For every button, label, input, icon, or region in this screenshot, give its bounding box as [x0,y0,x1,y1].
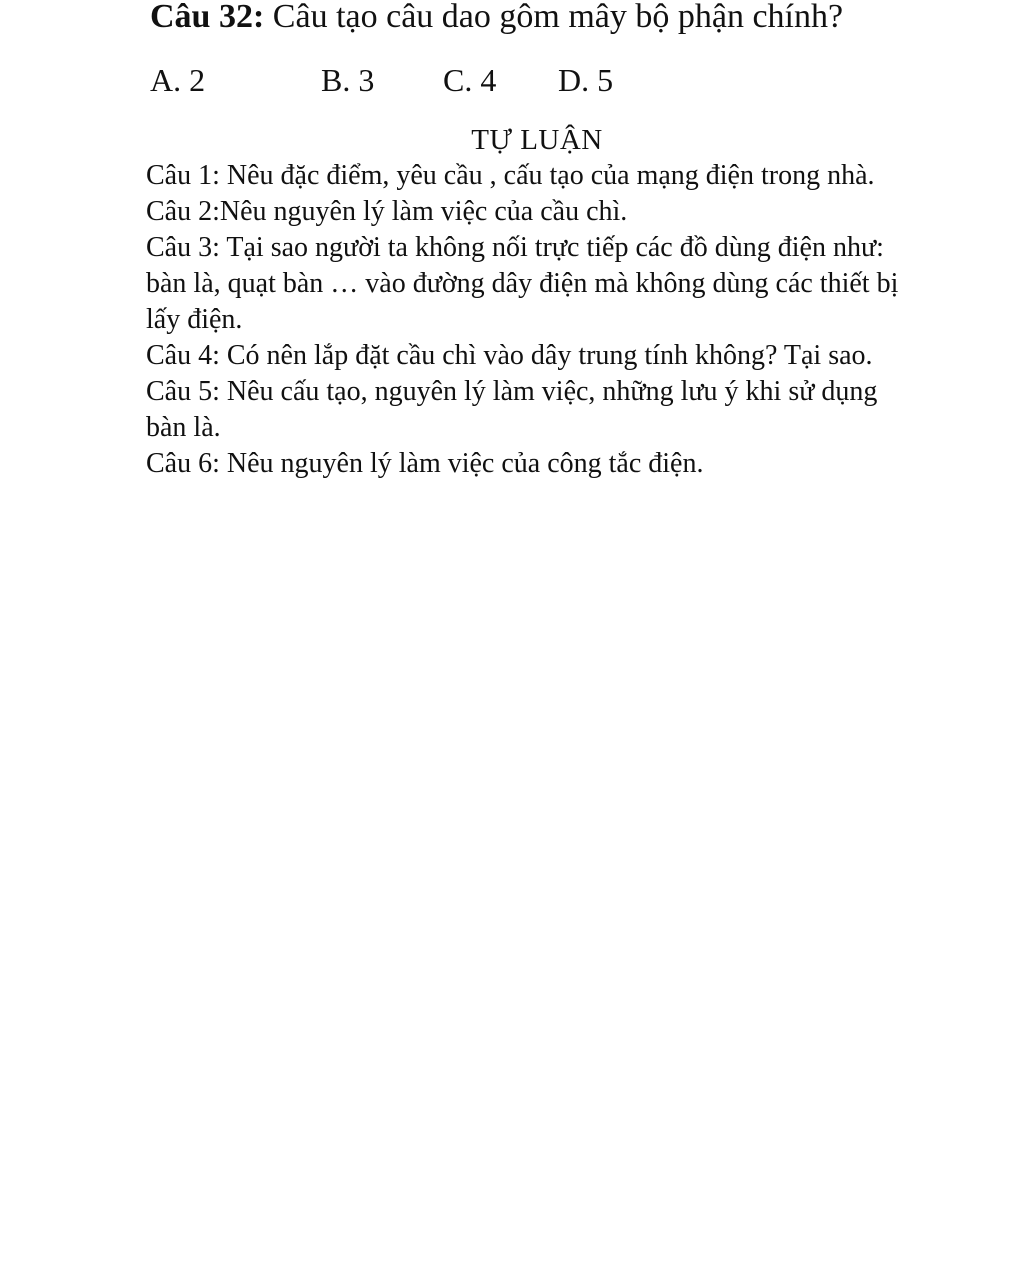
option-d: D. 5 [558,62,614,98]
essay-question-5: Câu 5: Nêu cấu tạo, nguyên lý làm việc, những lưu ý khi sử dụng bàn là. [146,376,878,443]
option-c: C. 4 [443,62,497,98]
section-title: TỰ LUẬN [471,124,603,156]
essay-question-4: Câu 4: Có nên lắp đặt cầu chì vào dây trung tính không? Tại sao. [146,340,873,371]
essay-question-6: Câu 6: Nêu nguyên lý làm việc của công tắc điện. [146,448,704,479]
essay-question-2: Câu 2:Nêu nguyên lý làm việc của cầu chì. [146,196,628,227]
option-b: B. 3 [321,62,375,98]
essay-question-1: Câu 1: Nêu đặc điểm, yêu cầu , cấu tạo của mạng điện trong nhà. [146,160,875,191]
option-a: A. 2 [150,62,206,98]
question-32-label: Câu 32: [150,0,265,35]
essay-question-3: Câu 3: Tại sao người ta không nối trực tiếp các đồ dùng điện như: bàn là, quạt bàn … vào đường dây điện mà không dùng các thiết bị lấy điện. [146,232,899,335]
essay-questions [146,158,906,482]
question-32-text: Câu tạo câu dao gôm mây bộ phận chính? [264,0,844,35]
question-32 [150,0,843,37]
